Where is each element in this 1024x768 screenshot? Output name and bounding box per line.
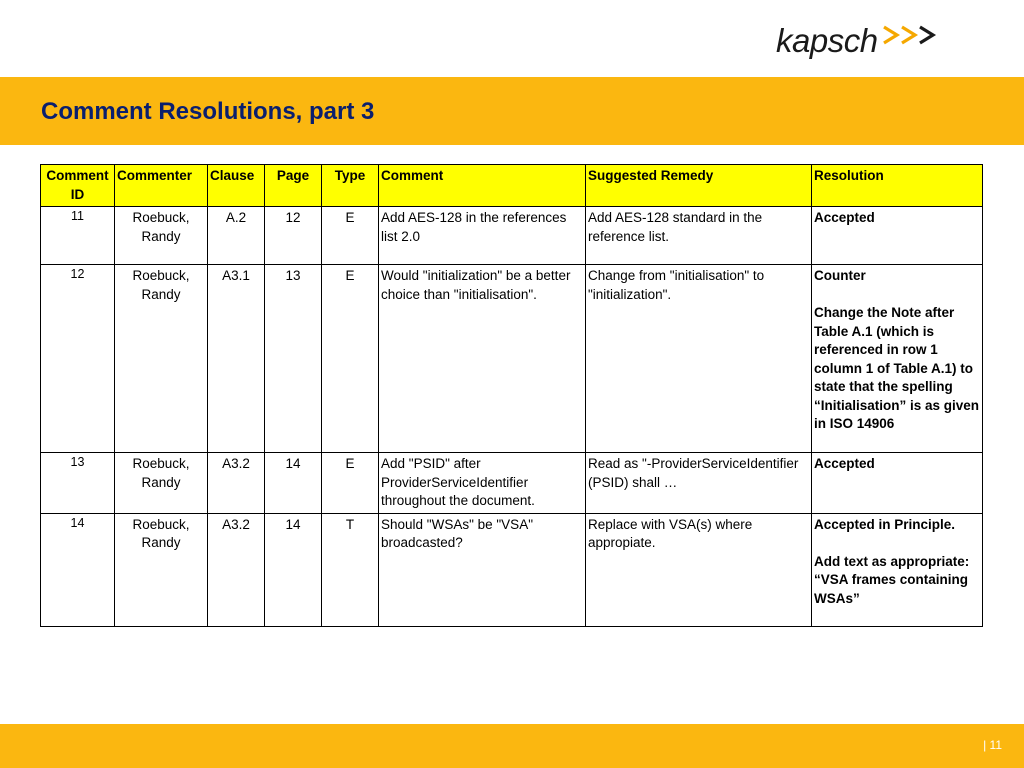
- cell-page: 12: [265, 207, 322, 265]
- cell-comment: Would "initialization" be a better choice than "initialisation".: [379, 265, 586, 453]
- table-header-row: [41, 165, 983, 207]
- cell-comment-id: 11: [41, 207, 115, 265]
- table-row: [41, 513, 983, 626]
- cell-resolution: [812, 207, 983, 265]
- cell-type: E: [322, 265, 379, 453]
- cell-clause: A.2: [208, 207, 265, 265]
- cell-suggested-remedy: Add AES-128 standard in the reference list.: [586, 207, 812, 265]
- header-type: Type: [322, 165, 379, 207]
- cell-suggested-remedy: Read as "-ProviderServiceIdentifier (PSID) shall …: [586, 453, 812, 514]
- logo-wordmark: kapsch: [776, 21, 878, 59]
- cell-type: E: [322, 453, 379, 514]
- cell-comment: Should "WSAs" be "VSA" broadcasted?: [379, 513, 586, 626]
- cell-comment-id: 14: [41, 513, 115, 626]
- resolution-detail: Change the Note after Table A.1 (which is referenced in row 1 column 1 of Table A.1) to state that the spelling “Initialisation” is as given in ISO 14906: [814, 305, 980, 431]
- header-page: Page: [265, 165, 322, 207]
- cell-clause: A3.2: [208, 513, 265, 626]
- cell-clause: A3.2: [208, 453, 265, 514]
- resolution-status: Accepted: [814, 456, 875, 471]
- table-row: [41, 207, 983, 265]
- cell-clause: A3.1: [208, 265, 265, 453]
- cell-type: E: [322, 207, 379, 265]
- header-comment-id: Comment ID: [41, 165, 115, 207]
- cell-commenter: Roebuck, Randy: [115, 453, 208, 514]
- comment-resolution-table: [40, 164, 983, 627]
- header-suggested-remedy: Suggested Remedy: [586, 165, 812, 207]
- kapsch-logo: [776, 18, 940, 62]
- table-row: [41, 265, 983, 453]
- resolution-status: Counter: [814, 268, 866, 283]
- cell-page: 14: [265, 453, 322, 514]
- resolution-detail: Add text as appropriate: “VSA frames containing WSAs”: [814, 553, 970, 606]
- cell-type: T: [322, 513, 379, 626]
- cell-commenter: Roebuck, Randy: [115, 265, 208, 453]
- resolution-status: Accepted: [814, 210, 875, 225]
- header-resolution: Resolution: [812, 165, 983, 207]
- header-commenter: Commenter: [115, 165, 208, 207]
- cell-commenter: Roebuck, Randy: [115, 513, 208, 626]
- cell-suggested-remedy: Replace with VSA(s) where appropiate.: [586, 513, 812, 626]
- footer-band: [0, 724, 1024, 768]
- cell-comment: Add AES-128 in the references list 2.0: [379, 207, 586, 265]
- header-comment: Comment: [379, 165, 586, 207]
- cell-page: 14: [265, 513, 322, 626]
- header-clause: Clause: [208, 165, 265, 207]
- page-number: | 11: [983, 738, 1002, 752]
- logo-arrows-icon: [882, 24, 940, 46]
- cell-suggested-remedy: Change from "initialisation" to "initialization".: [586, 265, 812, 453]
- cell-comment-id: 12: [41, 265, 115, 453]
- cell-page: 13: [265, 265, 322, 453]
- cell-resolution: [812, 453, 983, 514]
- table-row: [41, 453, 983, 514]
- cell-comment: Add "PSID" after ProviderServiceIdentifier throughout the document.: [379, 453, 586, 514]
- page-title: Comment Resolutions, part 3: [41, 98, 375, 125]
- cell-resolution: [812, 513, 983, 626]
- cell-comment-id: 13: [41, 453, 115, 514]
- cell-commenter: Roebuck, Randy: [115, 207, 208, 265]
- cell-resolution: [812, 265, 983, 453]
- resolution-status: Accepted in Principle.: [814, 516, 956, 532]
